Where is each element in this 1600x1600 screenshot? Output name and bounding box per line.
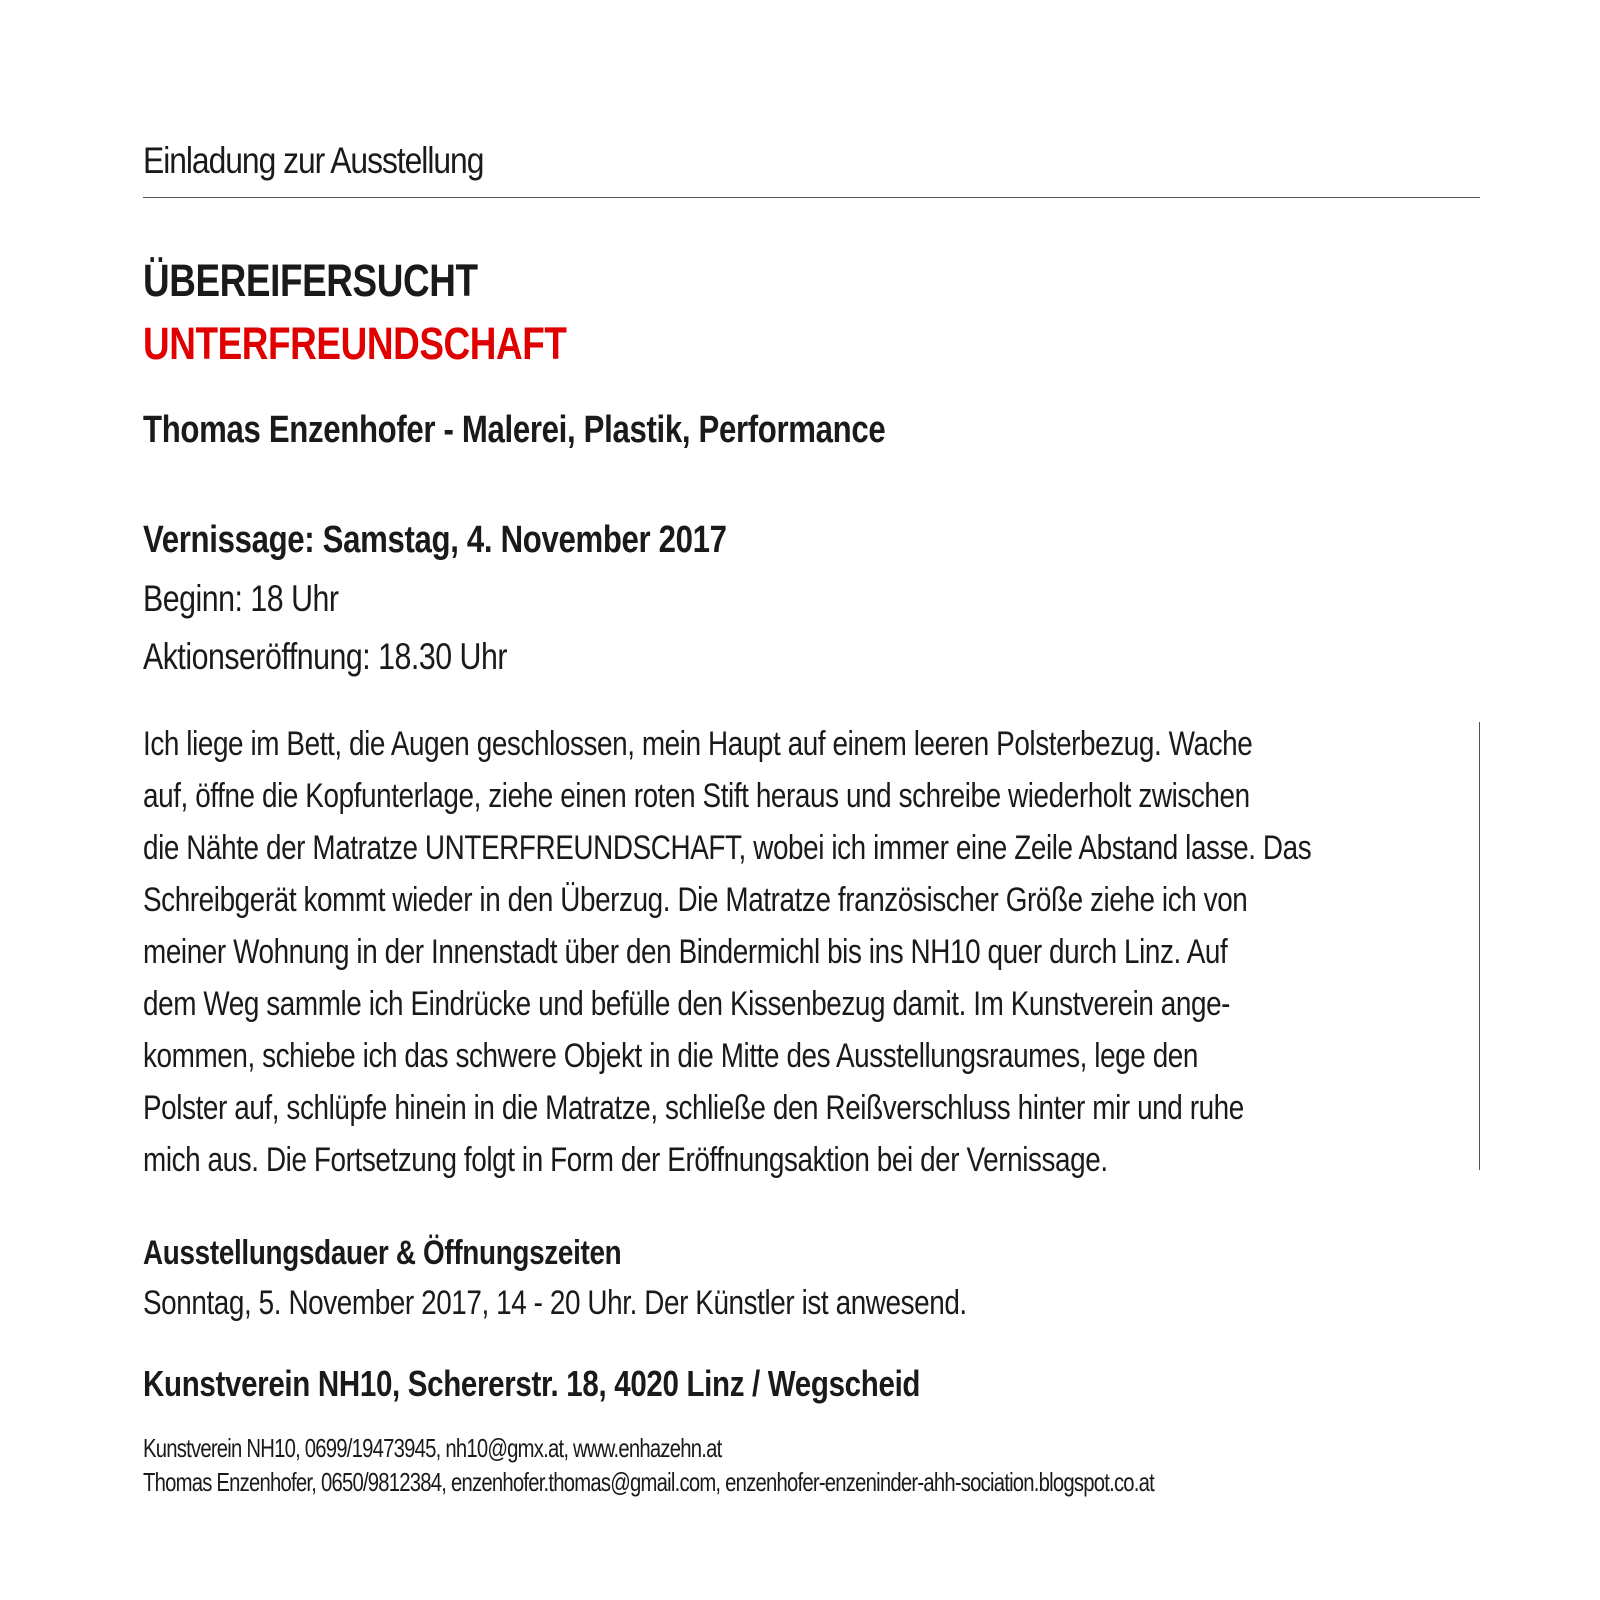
schedule-heading: Ausstellungsdauer & Öffnungszeiten	[143, 1234, 622, 1272]
contact-artist: Thomas Enzenhofer, 0650/9812384, enzenhofer.thomas@gmail.com, enzenhofer-enzeninder-ahh-sociation.blogspot.co.at	[143, 1467, 1155, 1497]
vernissage-start: Beginn: 18 Uhr	[143, 578, 339, 619]
side-rule	[1479, 722, 1480, 1170]
vernissage-heading: Vernissage: Samstag, 4. November 2017	[143, 519, 727, 561]
artist-subtitle: Thomas Enzenhofer - Malerei, Plastik, Performance	[143, 409, 886, 451]
description-text	[143, 718, 1357, 1186]
description-line: die Nähte der Matratze UNTERFREUNDSCHAFT, wobei ich immer eine Zeile Abstand lasse. Das	[143, 829, 1312, 867]
description-line: auf, öffne die Kopfunterlage, ziehe einen roten Stift heraus und schreibe wiederholt zwischen	[143, 777, 1250, 815]
title-line-1: ÜBEREIFERSUCHT	[143, 255, 478, 306]
description-line: Ich liege im Bett, die Augen geschlossen, mein Haupt auf einem leeren Polsterbezug. Wache	[143, 725, 1253, 763]
header-rule	[143, 197, 1480, 198]
schedule-text: Sonntag, 5. November 2017, 14 - 20 Uhr. Der Künstler ist anwesend.	[143, 1284, 967, 1322]
title-line-2: UNTERFREUNDSCHAFT	[143, 318, 567, 369]
description-line: kommen, schiebe ich das schwere Objekt in die Mitte des Ausstellungsraumes, lege den	[143, 1037, 1198, 1075]
contact-venue: Kunstverein NH10, 0699/19473945, nh10@gmx.at, www.enhazehn.at	[143, 1433, 722, 1463]
description-line: mich aus. Die Fortsetzung folgt in Form der Eröffnungsaktion bei der Vernissage.	[143, 1141, 1108, 1179]
header-label: Einladung zur Ausstellung	[143, 140, 484, 181]
description-line: Schreibgerät kommt wieder in den Überzug. Die Matratze französischer Größe ziehe ich von	[143, 881, 1248, 919]
description-line: meiner Wohnung in der Innenstadt über den Bindermichl bis ins NH10 quer durch Linz. Auf	[143, 933, 1228, 971]
vernissage-action: Aktionseröffnung: 18.30 Uhr	[143, 636, 507, 677]
description-line: Polster auf, schlüpfe hinein in die Matratze, schließe den Reißverschluss hinter mir und ruhe	[143, 1089, 1244, 1127]
venue-address: Kunstverein NH10, Schererstr. 18, 4020 Linz / Wegscheid	[143, 1363, 921, 1404]
description-line: dem Weg sammle ich Eindrücke und befülle den Kissenbezug damit. Im Kunstverein ange-	[143, 985, 1231, 1023]
